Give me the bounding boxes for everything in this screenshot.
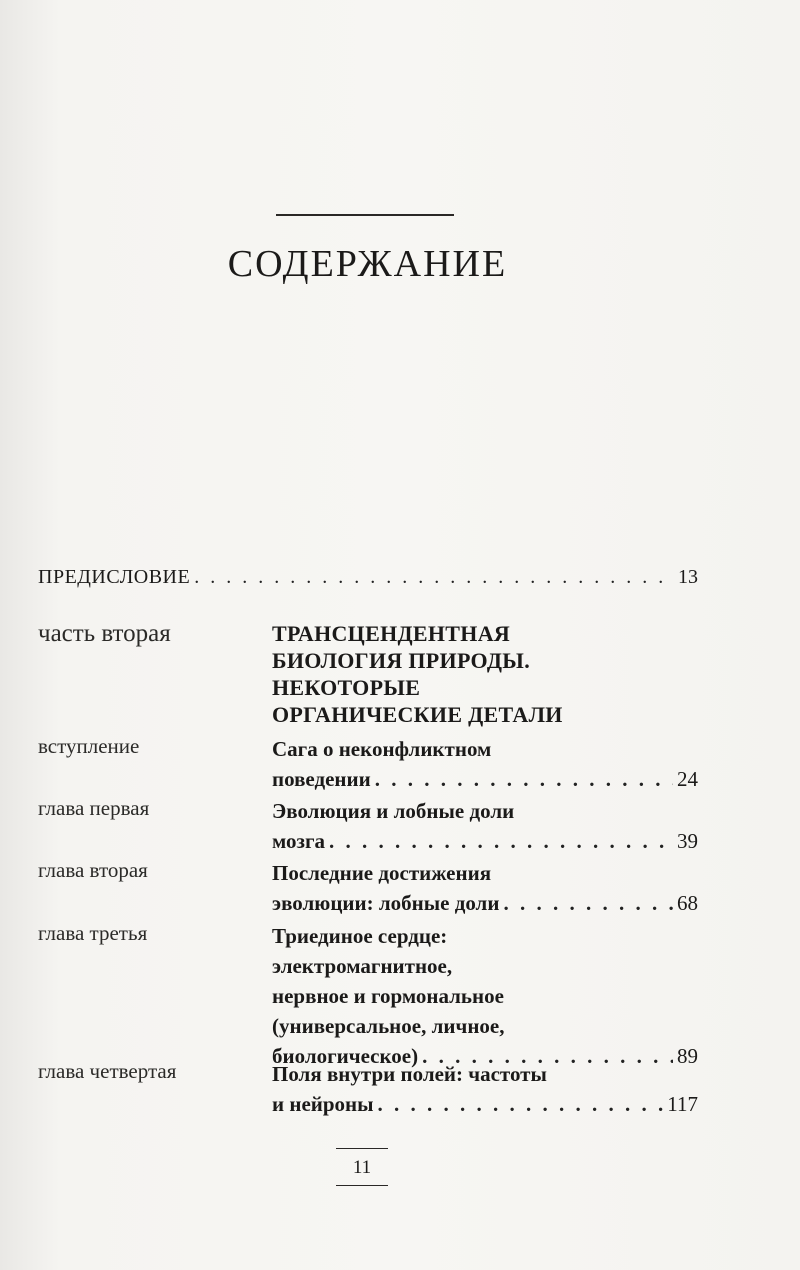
preface-page: 13 — [678, 566, 698, 588]
part-title — [272, 620, 698, 728]
entry-title-last-line: мозга — [272, 829, 326, 853]
entry-title-last-line: поведении — [272, 767, 371, 791]
part-title-line: ОРГАНИЧЕСКИЕ ДЕТАЛИ — [272, 702, 563, 727]
entry-title-last-line: биологическое) — [272, 1044, 419, 1068]
entry-title-line: Сага о неконфликтном — [272, 737, 492, 761]
part-title-line: ТРАНСЦЕНДЕНТНАЯ — [272, 621, 511, 646]
entry-label: глава первая — [38, 796, 150, 820]
preface-label: ПРЕДИСЛОВИЕ — [38, 566, 191, 588]
entry-title-line: Последние достижения — [272, 861, 492, 885]
part-title-line: НЕКОТОРЫЕ — [272, 675, 421, 700]
entry-page: 24 — [677, 767, 698, 791]
top-rule — [276, 214, 454, 216]
part-label: часть вторая — [38, 620, 171, 647]
entry-title-line: (универсальное, личное, — [272, 1014, 505, 1038]
dot-leader — [503, 888, 673, 918]
entry-title — [272, 734, 698, 794]
entry-title-line: Поля внутри полей: частоты — [272, 1062, 547, 1086]
entry-title-line: нервное и гормональное — [272, 984, 504, 1008]
dot-leader — [329, 826, 673, 856]
entry-label: вступление — [38, 734, 140, 758]
entry-label: глава четвертая — [38, 1059, 177, 1083]
page-title: СОДЕРЖАНИЕ — [227, 243, 508, 285]
dot-leader — [378, 1089, 664, 1119]
entry-title-line: электромагнитное, — [272, 954, 453, 978]
dot-leader — [375, 764, 673, 794]
entry-label: глава третья — [38, 921, 148, 945]
page-number-block — [336, 1148, 388, 1186]
entry-label: глава вторая — [38, 858, 148, 882]
entry-title — [272, 921, 698, 1071]
part-title-line: БИОЛОГИЯ ПРИРОДЫ. — [272, 648, 531, 673]
toc-preface[interactable] — [38, 566, 698, 589]
entry-page: 39 — [677, 829, 698, 853]
entry-page: 68 — [677, 891, 698, 915]
dot-leader — [194, 566, 674, 589]
entry-page: 89 — [677, 1044, 698, 1068]
entry-title-last-line: и нейроны — [272, 1092, 374, 1116]
entry-title — [272, 796, 698, 856]
entry-title-line: Триединое сердце: — [272, 924, 448, 948]
page-number-rule-bottom — [336, 1185, 388, 1186]
entry-page: 117 — [667, 1092, 698, 1116]
entry-title — [272, 858, 698, 918]
entry-title — [272, 1059, 698, 1119]
entry-title-last-line: эволюции: лобные доли — [272, 891, 500, 915]
entry-title-line: Эволюция и лобные доли — [272, 799, 515, 823]
page-number: 11 — [352, 1157, 372, 1178]
